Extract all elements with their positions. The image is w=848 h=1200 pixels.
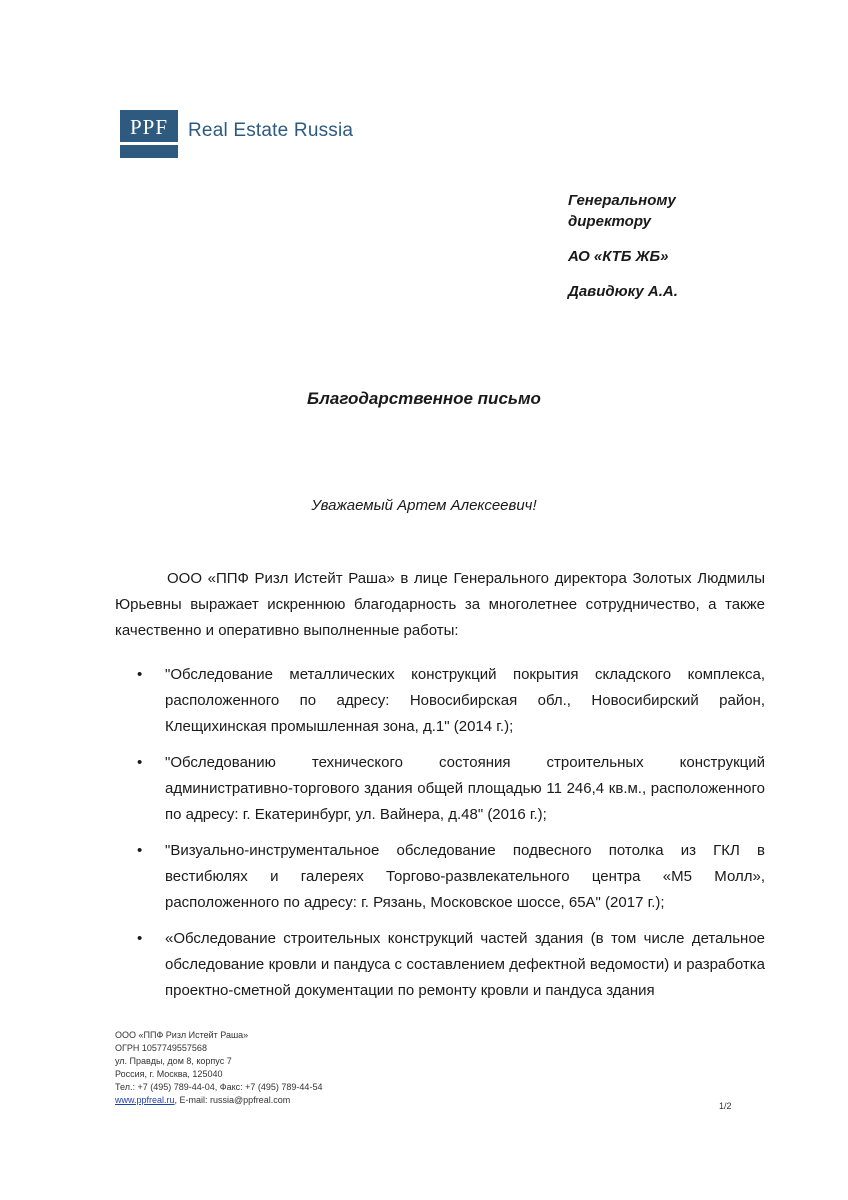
- page-number: 1/2: [719, 1101, 732, 1111]
- list-item-text: «Обследование строительных конструкций частей здания (в том числе детальное обследование кровли и пандуса с составлением дефектной ведомости) и разработка проектно-сметной документации по ремонту кровли и пандуса здания: [165, 930, 765, 999]
- logo-mark-text: PPF: [129, 115, 169, 139]
- list-item-text: "Визуально-инструментальное обследование подвесного потолка из ГКЛ в вестибюлях и галереях Торгово-развлекательного центра «М5 Молл», расположенного по адресу: г. Рязань, Московское шоссе, 65А" (2017 г.);: [165, 842, 765, 911]
- bullet-icon: •: [137, 666, 143, 683]
- bullet-icon: •: [137, 930, 143, 947]
- list-item: [115, 662, 765, 740]
- logo-name: Real Estate Russia: [188, 120, 354, 141]
- company-logo: [120, 110, 353, 158]
- footer-web-line: [115, 1094, 322, 1107]
- salutation: Уважаемый Артем Алексеевич!: [311, 497, 537, 514]
- addressee-block: [568, 190, 678, 302]
- list-item: [115, 838, 765, 916]
- works-list: [115, 662, 765, 1014]
- body-paragraph: ООО «ППФ Ризл Истейт Раша» в лице Генерального директора Золотых Людмилы Юрьевны выражает искреннюю благодарность за многолетнее сотрудничество, а также качественно и оперативно выполненные работы:: [115, 570, 765, 639]
- list-item: [115, 926, 765, 1004]
- footer-phone: Тел.: +7 (495) 789-44-04, Факс: +7 (495) 789-44-54: [115, 1082, 323, 1092]
- list-item: [115, 750, 765, 828]
- footer-contacts: [115, 1029, 322, 1107]
- footer-city: Россия, г. Москва, 125040: [115, 1069, 223, 1079]
- addressee-position-line2: директору: [568, 213, 651, 230]
- bullet-icon: •: [137, 842, 143, 859]
- addressee-company: АО «КТБ ЖБ»: [568, 248, 669, 265]
- addressee-person: Давидюку А.А.: [568, 283, 678, 300]
- document-title: Благодарственное письмо: [307, 389, 541, 408]
- logo-stripe: [120, 142, 178, 145]
- list-item-text: "Обследование металлических конструкций покрытия складского комплекса, расположенного по адресу: Новосибирская обл., Новосибирский район, Клещихинская промышленная зона, д.1" (2014 г.);: [165, 666, 765, 735]
- addressee-position-line1: Генеральному: [568, 192, 676, 209]
- logo-mark: [120, 110, 178, 158]
- footer-ogrn: ОГРН 1057749557568: [115, 1043, 207, 1053]
- footer-company: ООО «ППФ Ризл Истейт Раша»: [115, 1030, 249, 1040]
- footer-street: ул. Правды, дом 8, корпус 7: [115, 1056, 232, 1066]
- website-link[interactable]: www.ppfreal.ru: [115, 1095, 175, 1105]
- footer-email: , E-mail: russia@ppfreal.com: [174, 1095, 291, 1105]
- bullet-icon: •: [137, 754, 143, 771]
- list-item-text: "Обследованию технического состояния строительных конструкций административно-торгового здания общей площадью 11 246,4 кв.м., расположенного по адресу: г. Екатеринбург, ул. Вайнера, д.48" (2016 г.);: [165, 754, 765, 823]
